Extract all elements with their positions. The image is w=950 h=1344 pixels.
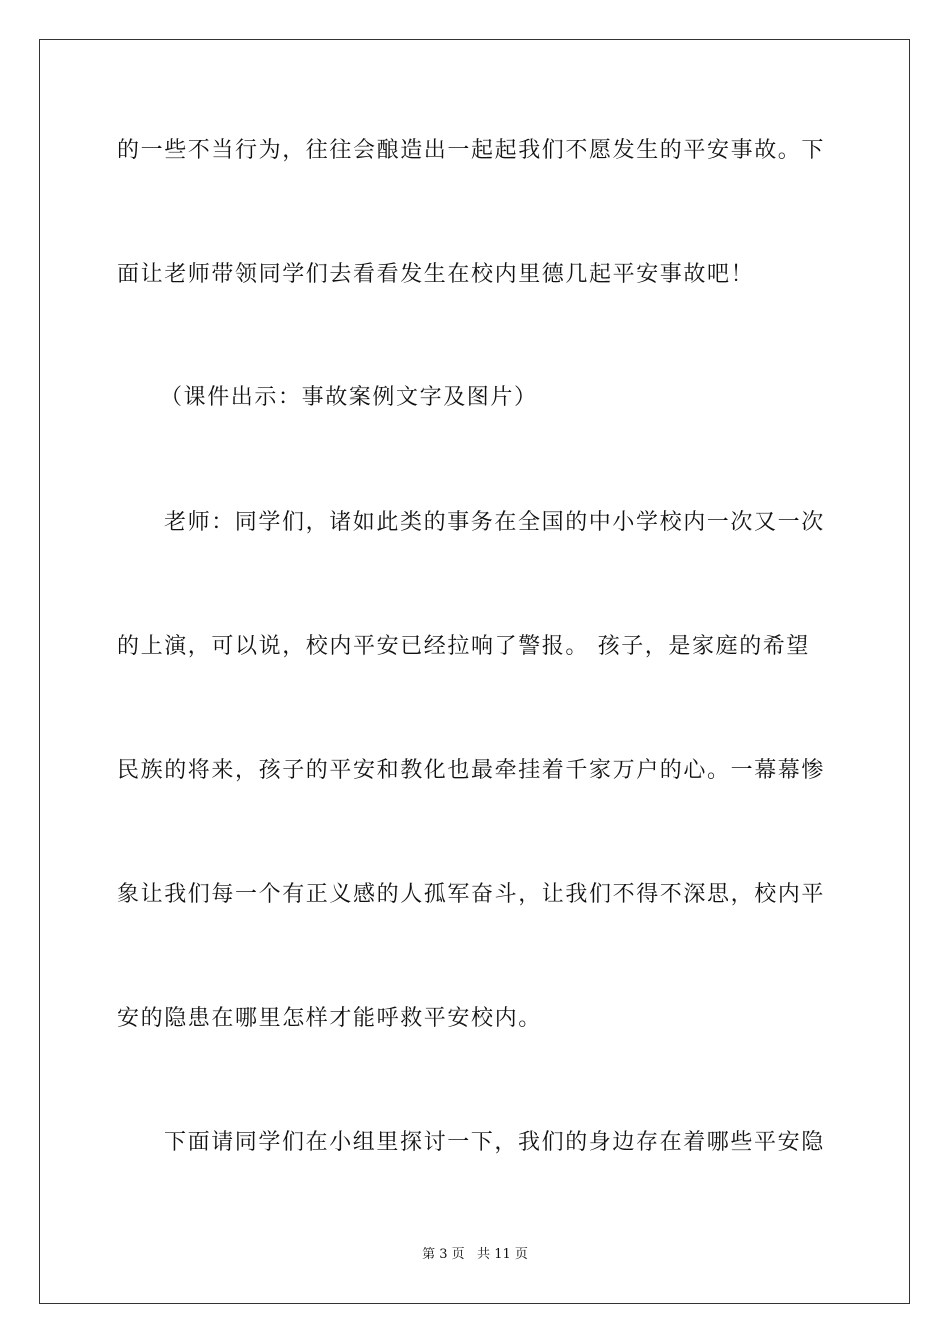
page-footer [0,1246,950,1264]
paragraph-line: 民族的将来，孩子的平安和教化也最牵挂着千家万户的心。一幕幕惨 [117,758,826,783]
paragraph-line: 的一些不当行为，往往会酿造出一起起我们不愿发生的平安事故。下 [117,138,826,163]
paragraph-line: 老师：同学们，诸如此类的事务在全国的中小学校内一次又一次 [164,510,825,535]
paragraph-line: 下面请同学们在小组里探讨一下，我们的身边存在着哪些平安隐 [164,1130,825,1155]
paragraph-line: 象让我们每一个有正义感的人孤军奋斗，让我们不得不深思，校内平 [117,882,826,907]
paragraph-line: 安的隐患在哪里怎样才能呼救平安校内。 [117,1006,542,1031]
page-border [39,39,910,1304]
paragraph-line: （课件出示：事故案例文字及图片） [160,385,538,410]
paragraph-line: 的上演，可以说，校内平安已经拉响了警报。 孩子，是家庭的希望 [117,634,810,659]
paragraph-line: 面让老师带领同学们去看看发生在校内里德几起平安事故吧！ [117,262,755,287]
page-number: 第 3 页 共 11 页 [422,1247,528,1262]
